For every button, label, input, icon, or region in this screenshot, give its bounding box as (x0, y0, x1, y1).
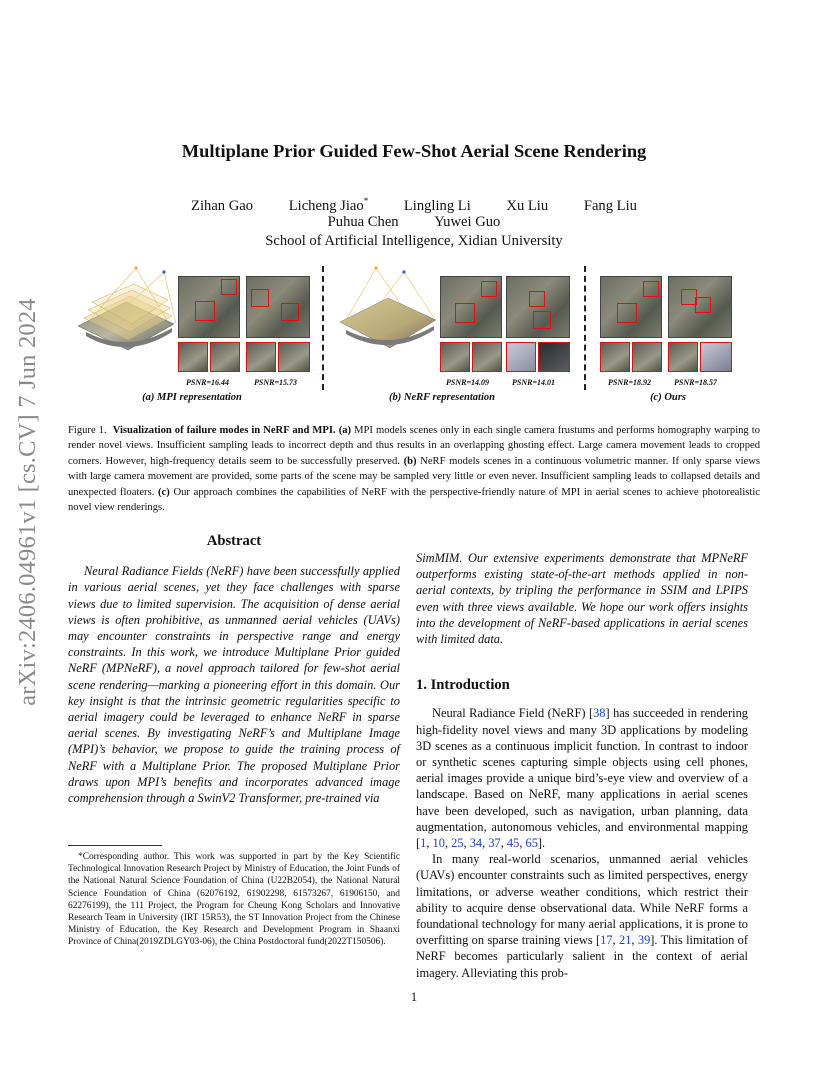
caption-label: Figure 1. (68, 425, 107, 436)
mpi-render-view-2 (246, 276, 310, 338)
mpi-zoom-crop (278, 342, 310, 372)
corresponding-author-mark: * (363, 196, 369, 206)
zoom-region-box (221, 279, 237, 295)
zoom-region-box (195, 301, 215, 321)
authors-line-2 (70, 214, 758, 231)
introduction-paragraph-1: Neural Radiance Field (NeRF) [38] has succeeded in rendering high-fidelity novel views and many 3D applications by modeling 3D scenes as a continuous implicit function. In contrast to indoor or synthetic scenes capturing simple objects using cell phones, aerial images provide a unique bird’s-eye view and overview of a landscape. Based on NeRF, many applications in aerial scenes have been developed, such as navigation, urban planning, data augmentation, autonomous vehicles, and environmental mapping [1, 10, 25, 34, 37, 45, 65]. (416, 706, 748, 851)
ours-render-view-2 (668, 276, 732, 338)
page-number: 1 (410, 990, 418, 1004)
author-name: Puhua Chen (327, 214, 399, 230)
subfigure-caption: (c) Ours (650, 392, 686, 403)
psnr-value: PSNR=18.92 (608, 378, 652, 387)
citation-link[interactable]: 1 (420, 836, 427, 851)
abstract-text: Neural Radiance Fields (NeRF) have been successfully applied in various aerial scenes, yet they face challenges with sparse views due to limited supervision. The acquisition of dense aerial views is often prohibitive, as unmanned aerial vehicles (UAVs) may encounter constraints in perspective range and energy constraints. In this work, we introduce Multiplane Prior guided NeRF (MPNeRF), a novel approach tailored for few-shot aerial scene rendering—marking a pioneering effort in this domain. Our key insight is that the intrinsic geometric regularities specific to aerial imagery could be leveraged to enhance NeRF in sparse aerial scenes. By investigating NeRF’s and Multiplane Image (MPI)’s behavior, we propose to guide the training process of NeRF with a Multiplane Prior. The proposed Multiplane Prior draws upon MPI’s benefits and incorporates advanced image comprehension through a SwinV2 Transformer, pre-trained via (68, 564, 400, 806)
right-column (416, 550, 748, 981)
citation-link[interactable]: 21 (619, 933, 632, 948)
mpi-render-view-1 (178, 276, 240, 338)
ours-zoom-crop (600, 342, 630, 372)
abstract-text-continued: SimMIM. Our extensive experiments demonstrate that MPNeRF outperforms existing state-of-the-art methods applied in non-aerial contexts, by tripling the performance in SSIM and LPIPS even with three views available. We hope our work offers insights into the development of NeRF-based applications in aerial scenes with limited data. (416, 551, 748, 647)
ours-zoom-crop (668, 342, 698, 372)
mpi-3d-scene-illustration (68, 262, 178, 362)
zoom-region-box (533, 311, 551, 329)
introduction-heading: 1. Introduction (416, 677, 510, 694)
panel-divider (322, 266, 324, 390)
author-name: Lingling Li (403, 197, 471, 214)
arxiv-sidebar-stamp (8, 292, 48, 712)
subfigure-caption: (b) NeRF representation (389, 392, 495, 403)
citation-link[interactable]: 34 (469, 836, 483, 851)
citation-link[interactable]: 17 (600, 933, 613, 948)
caption-part-text: NeRF models scenes in a continuous volumetric manner. If only sparse views with large camera movement are provided, some parts of the scene may be sampled very little or even never. Insufficient sampling leads to collapsed details and unexpected floaters. (68, 455, 760, 498)
author-name: Xu Liu (506, 197, 549, 214)
nerf-zoom-crop (506, 342, 536, 372)
citation-link[interactable]: 65 (525, 836, 538, 851)
figure-1 (68, 258, 760, 408)
nerf-zoom-crop (472, 342, 502, 372)
footnote-rule (68, 845, 162, 846)
psnr-value: PSNR=16.44 (186, 378, 230, 387)
caption-part-text: MPI models scenes only in each single camera frustums and performs homography warping to render novel views. Insufficient sampling leads to incorrect depth and thus results in an overlapping ghosting effect. Large camera movement leads to cropped corners. However, high-frequency details seem to be successfully preserved. (68, 425, 760, 467)
citation-link[interactable]: 39 (637, 933, 651, 948)
psnr-value: PSNR=14.01 (512, 378, 556, 387)
psnr-value: PSNR=14.09 (446, 378, 490, 387)
caption-title: Visualization of failure modes in NeRF and MPI. (112, 425, 336, 436)
zoom-region-box (617, 303, 637, 323)
paper-title: Multiplane Prior Guided Few-Shot Aerial Scene Rendering (181, 141, 647, 161)
affiliation: School of Artificial Intelligence, Xidian University (265, 233, 563, 249)
zoom-region-box (529, 291, 545, 307)
citation-link[interactable]: 25 (451, 836, 464, 851)
citation-link[interactable]: 45 (506, 836, 520, 851)
introduction-paragraph-2: In many real-world scenarios, unmanned aerial vehicles (UAVs) encounter constraints such as limited perspectives, energy limitations, or adverse weather conditions, which restrict their ability to acquire dense observational data. While NeRF forms a foundational technology for many aerial applications, it is prone to overfitting on sparse training views [17, 21, 39]. This limitation of NeRF becomes particularly salient in the context of aerial imagery. Alleviating this prob- (416, 852, 748, 980)
mpi-zoom-crop (210, 342, 240, 372)
zoom-region-box (643, 281, 659, 297)
caption-part-text: Our approach combines the capabilities of NeRF with the perspective-friendly nature of MPI in aerial scenes to achieve photorealistic novel view renderings. (68, 486, 760, 514)
zoom-region-box (455, 303, 475, 323)
zoom-region-box (481, 281, 497, 297)
nerf-zoom-crop (440, 342, 470, 372)
footnote: *Corresponding author. This work was supported in part by the Key Scientific Technological Innovation Research Project by Ministry of Education, the Joint Funds of the National Natural Science Foundation of China (U22B2054), the National Natural Science Foundation of China (62076192, 61902298, 61573267, 61906150, and 62276199), the 111 Project, the Program for Cheung Kong Scholars and Innovative Research Team in University (IRT 15R53), the ST Innovation Project from the Chinese Ministry of Education, the Key Research and Development Program in Shaanxi Province of China(2019ZDLGY03-06), the China Postdoctoral fund(2022T150506). (68, 852, 400, 948)
nerf-3d-scene-illustration (336, 262, 440, 362)
left-column (68, 533, 400, 806)
author-name: Yuwei Guo (434, 214, 501, 230)
abstract-heading: Abstract (206, 533, 262, 549)
zoom-region-box (695, 297, 711, 313)
zoom-region-box (251, 289, 269, 307)
citation-link[interactable]: 37 (488, 836, 501, 851)
ours-render-view-1 (600, 276, 662, 338)
zoom-region-box (281, 303, 299, 321)
mpi-zoom-crop (246, 342, 276, 372)
citation-link[interactable]: 38 (593, 706, 606, 721)
figure-panel-ours (598, 258, 760, 408)
caption-part-label: (b) (403, 455, 417, 467)
figure-1-caption (68, 423, 760, 515)
citation-link[interactable]: 10 (432, 836, 445, 851)
arxiv-id[interactable]: arXiv:2406.04961v1 [cs.CV] 7 Jun 2024 (14, 298, 41, 706)
authors-line-1 (70, 196, 758, 215)
figure-panel-mpi (68, 258, 316, 408)
nerf-zoom-crop (538, 342, 570, 372)
psnr-value: PSNR=15.73 (254, 378, 298, 387)
ours-zoom-crop (700, 342, 732, 372)
figure-panel-nerf (336, 258, 580, 408)
mpi-zoom-crop (178, 342, 208, 372)
ours-zoom-crop (632, 342, 662, 372)
psnr-value: PSNR=18.57 (674, 378, 718, 387)
caption-part-label: (c) (158, 486, 170, 498)
author-name: Licheng Jiao* (288, 196, 369, 214)
panel-divider (584, 266, 586, 390)
nerf-render-view-2 (506, 276, 570, 338)
author-name: Zihan Gao (191, 197, 254, 214)
nerf-render-view-1 (440, 276, 502, 338)
subfigure-caption: (a) MPI representation (142, 392, 242, 403)
caption-part-label: (a) (338, 425, 352, 436)
author-name: Fang Liu (583, 197, 637, 214)
